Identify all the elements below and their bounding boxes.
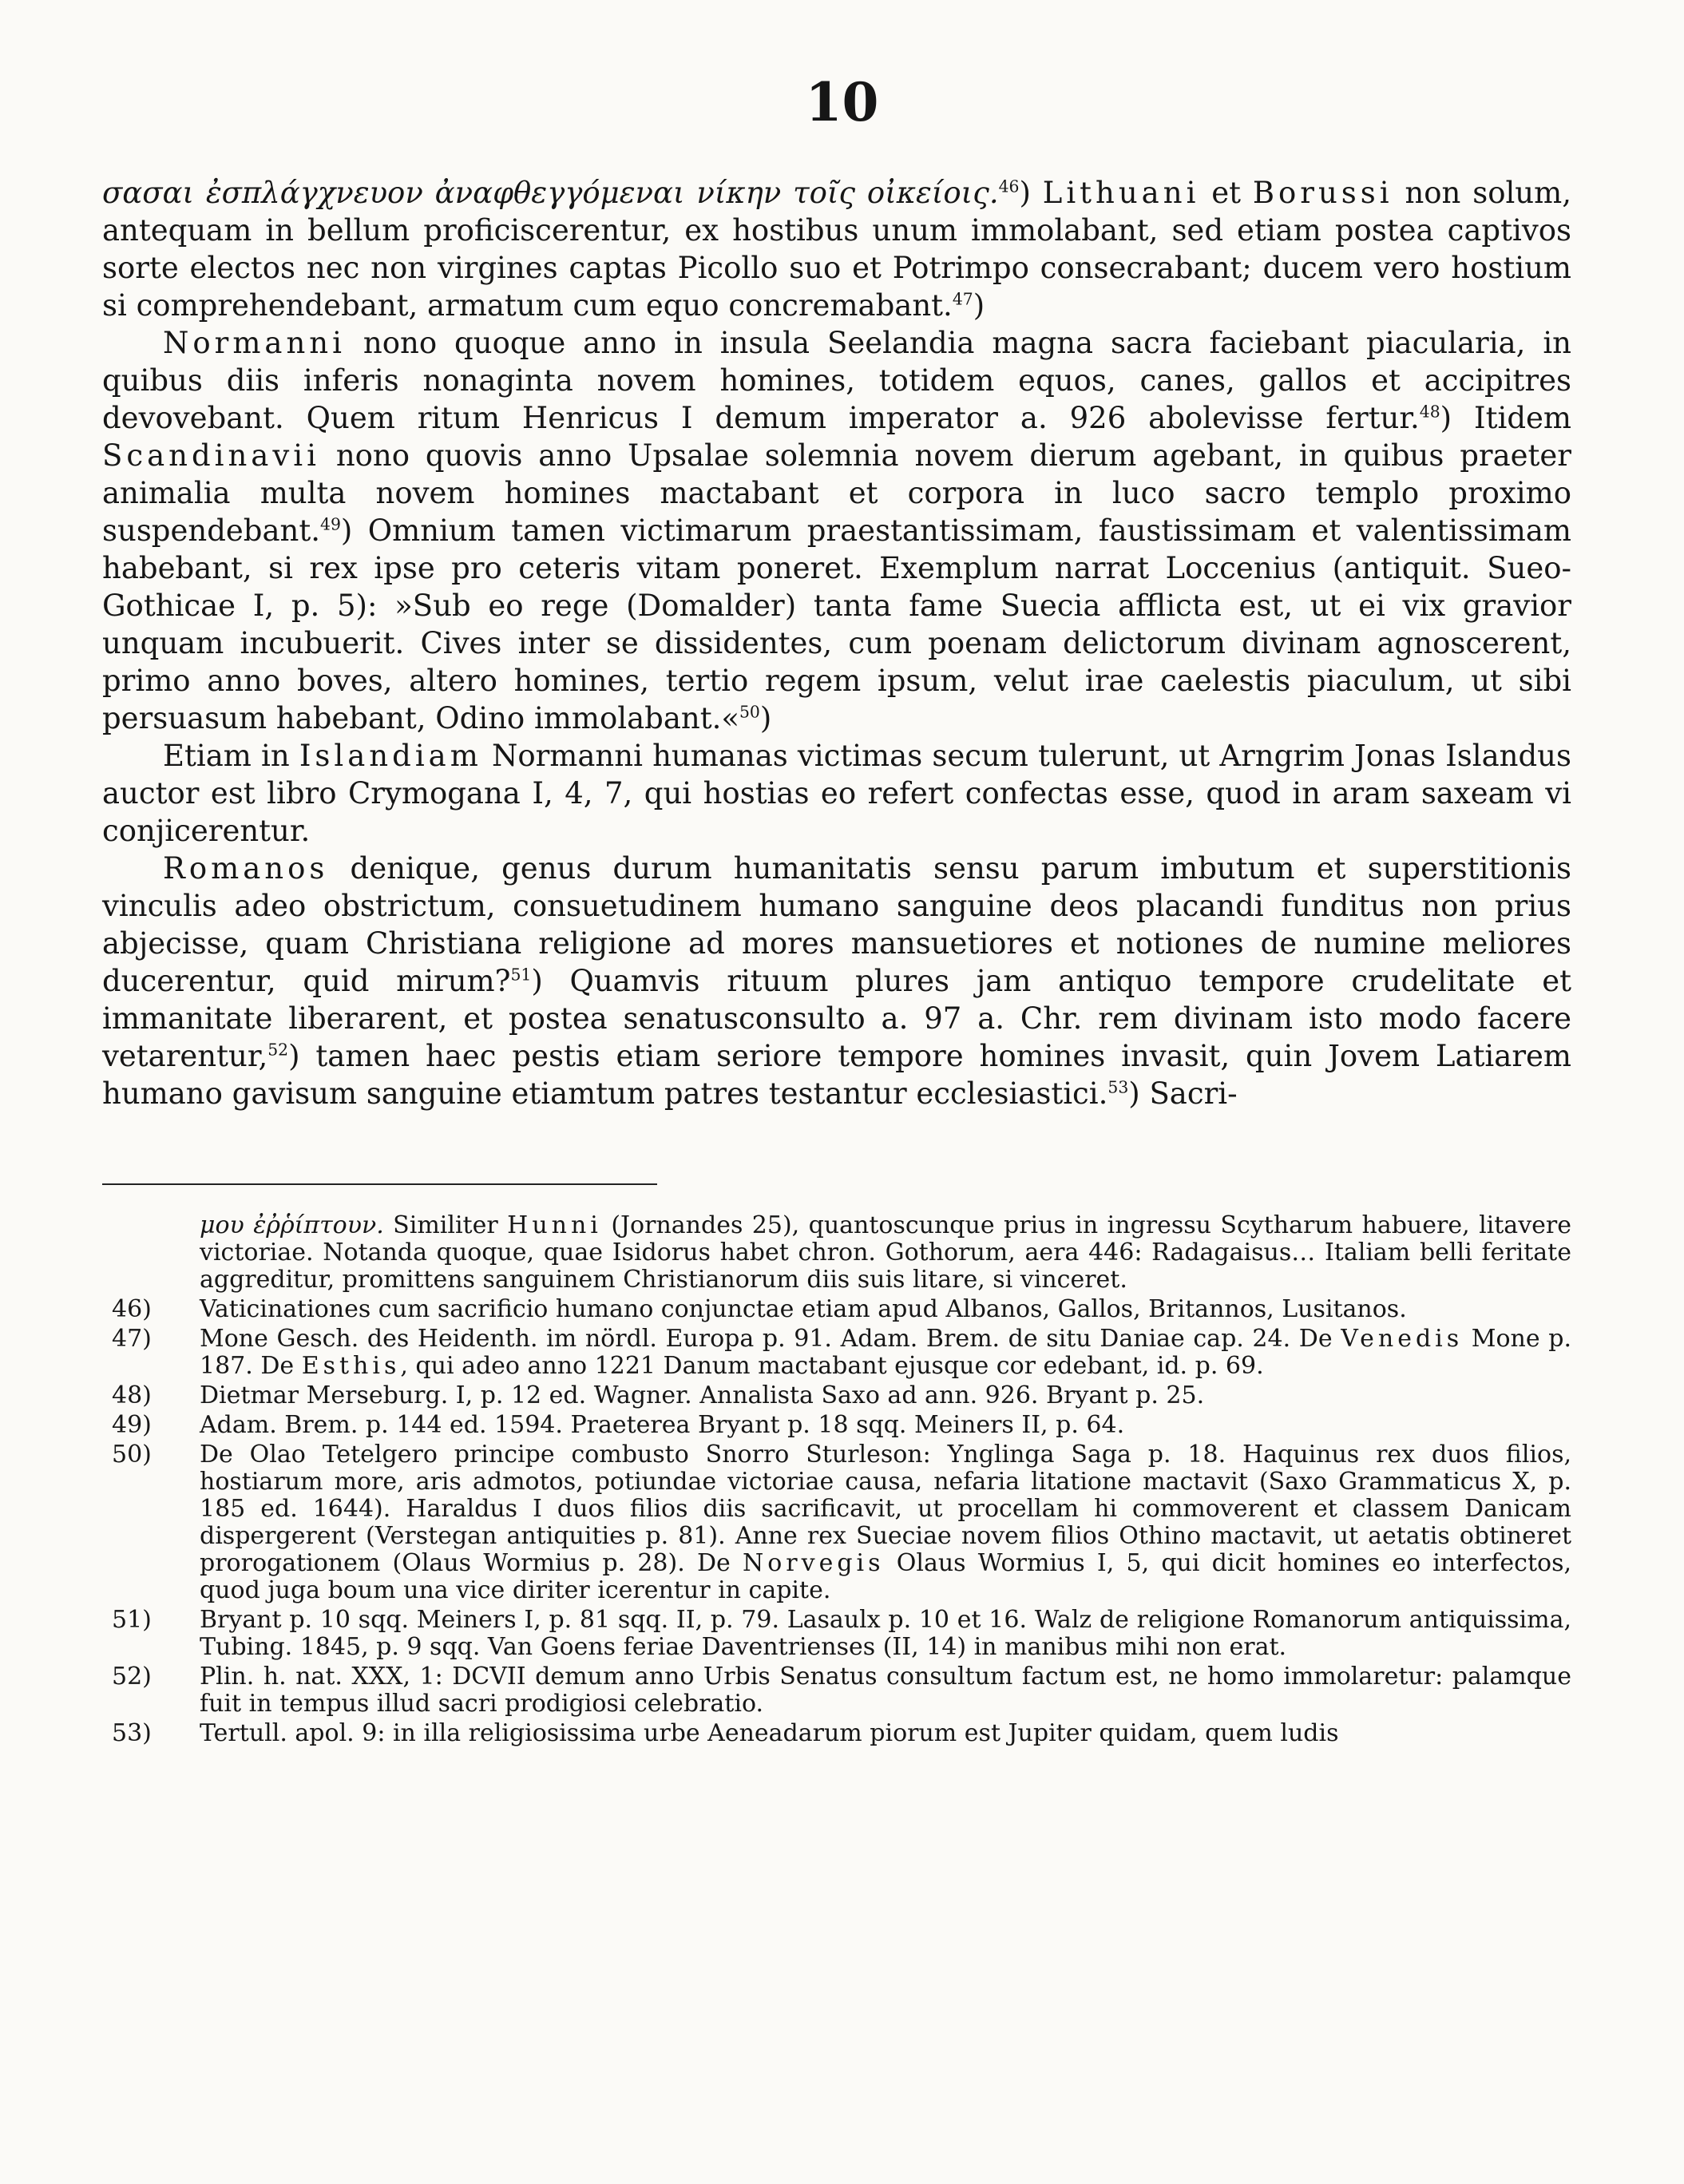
text-run: nono quoque anno in insula Seelandia magna sacra faciebant piacularia, in quibus diis inferis nonaginta novem homines, totidem equos, canes, gallos et accipitres devovebant. Quem ritum Henricus I demum imperator a. 926 abolevisse fertur. xyxy=(102,326,1571,435)
paragraph xyxy=(102,174,1571,324)
footnote-ref: 50 xyxy=(739,702,760,722)
footnote-number: 49) xyxy=(112,1411,152,1439)
footnote-text xyxy=(200,1381,1204,1409)
spaced-name: Venedis xyxy=(1341,1325,1464,1353)
text-run: Tertull. apol. 9: in illa religiosissima urbe Aeneadarum piorum est Jupiter quidam, quem ludis xyxy=(200,1719,1339,1747)
footnote-text xyxy=(200,1295,1407,1323)
text-run: Mone Gesch. des Heidenth. im nördl. Europa p. 91. Adam. Brem. de situ Daniae cap. 24. De xyxy=(200,1325,1341,1353)
text-run: ) xyxy=(973,288,985,323)
text-run: ) tamen haec pestis etiam seriore tempore homines invasit, quin Jovem Latiarem humano gavisum sanguine etiamtum patres testantur ecclesiastici. xyxy=(102,1039,1571,1111)
footnote-number: 50) xyxy=(112,1441,152,1469)
footnote-ref: 53 xyxy=(1107,1077,1129,1097)
text-run: Olaus Wormius I, 5, qui dicit homines eo interfectos, quod juga boum una vice diriter icerentur in capite. xyxy=(200,1549,1571,1604)
footnote xyxy=(102,1663,1571,1718)
text-run: ) Omnium tamen victimarum praestantissimam, faustissimam et valentissimam habebant, si rex ipse pro ceteris vitam poneret. Exemplum narrat Loccenius (antiquit. Sueo-Gothicae I, p. 5): »Sub eo rege (Domalder) tanta fame Suecia afflicta est, ut ei vix gravior unquam incubuerit. Cives inter se dissidentes, cum poenam delictorum divinam agnoscerent, primo anno boves, altero homines, tertio regem ipsum, velut irae caelestis piaculum, ut sibi persuasum habebant, Odino immolabant.« xyxy=(102,513,1571,735)
greek-text: μου ἐῤῥίπτουν. xyxy=(200,1211,384,1239)
text-run: De Olao Tetelgero principe combusto Snorro Sturleson: Ynglinga Saga p. 18. Haquinus rex duos filios, hostiarum more, aris admotos, potiundae victoriae causa, nefaria litatione mactavit (Saxo Grammaticus X, p. 185 ed. 1644). Haraldus I duos filios diis sacrificavit, ut procellam hi commoverent et classem Danicam dispergerent (Verstegan antiquities p. 81). Anne rex Sueciae novem filios Othino mactavit, ut aetatis obtineret prorogationem (Olaus Wormius p. 28). De xyxy=(200,1441,1571,1577)
footnote-text xyxy=(200,1325,1571,1380)
text-run: Plin. h. nat. XXX, 1: DCVII demum anno Urbis Senatus consultum factum est, ne homo immolaretur: palamque fuit in tempus illud sacri prodigiosi celebratio. xyxy=(200,1663,1571,1718)
text-run: Similiter xyxy=(383,1211,508,1239)
spaced-name: Borussi xyxy=(1252,176,1393,210)
greek-text: σασαι ἐσπλάγχνευον ἀναφθεγγόμεναι νίκην τοῖς οἰκείοις. xyxy=(102,176,999,210)
text-run: Bryant p. 10 sqq. Meiners I, p. 81 sqq. II, p. 79. Lasaulx p. 10 et 16. Walz de religione Romanorum antiquissima, Tubing. 1845, p. 9 sqq. Van Goens feriae Daventrienses (II, 14) in manibus mihi non erat. xyxy=(200,1606,1571,1661)
footnote xyxy=(102,1296,1571,1323)
text-run: Etiam in xyxy=(163,739,299,773)
text-run: ) Quamvis rituum plures jam antiquo tempore crudelitate et immanitate liberarent, et postea senatusconsulto a. 97 a. Chr. rem divinam isto modo facere vetarentur, xyxy=(102,964,1571,1073)
footnote-ref: 51 xyxy=(510,965,532,985)
footnote-ref: 48 xyxy=(1419,402,1440,422)
text-run: Normanni humanas victimas secum tulerunt, ut Arngrim Jonas Islandus auctor est libro Crymogana I, 4, 7, qui hostias eo refert confectas esse, quod in aram saxeam vi conjicerentur. xyxy=(102,739,1572,848)
footnote-ref: 52 xyxy=(267,1040,289,1060)
spaced-name: Hunni xyxy=(507,1211,602,1239)
footnote-number: 48) xyxy=(112,1381,152,1409)
spaced-name: Scandinavii xyxy=(102,438,320,473)
page-number: 10 xyxy=(805,71,879,133)
text-run: (Jornandes 25), quantoscunque prius in ingressu Scytharum habuere, litavere victoriae. Notanda quoque, quae Isidorus habet chron. Gothorum, aera 446: Radagaisus… Italiam belli feritate aggreditur, promittens sanguinem Christianorum diis suis litare, si vinceret. xyxy=(200,1211,1571,1294)
footnote-ref: 46 xyxy=(998,176,1020,196)
footnote-text xyxy=(200,1211,1571,1294)
footnote-text xyxy=(200,1411,1124,1439)
footnote xyxy=(102,1720,1571,1747)
spaced-name: Normanni xyxy=(163,326,346,360)
footnote-number: 53) xyxy=(112,1719,152,1747)
footnote xyxy=(102,1326,1571,1380)
footnote xyxy=(102,1382,1571,1409)
footnote-divider xyxy=(102,1183,657,1185)
footnote xyxy=(102,1412,1571,1439)
text-run: denique, genus durum humanitatis sensu parum imbutum et superstitionis vinculis adeo obstrictum, consuetudinem humano sanguine deos placandi funditus non prius abjecisse, quam Christiana religione ad mores mansuetiores et notiones de numine meliores ducerentur, quid mirum? xyxy=(102,851,1571,998)
main-text xyxy=(102,174,1571,1112)
footnote xyxy=(102,1441,1571,1604)
footnote-continuation xyxy=(102,1212,1571,1294)
footnote-number: 47) xyxy=(112,1325,152,1353)
footnote-number: 52) xyxy=(112,1663,152,1691)
text-run: et xyxy=(1199,176,1253,210)
footnotes xyxy=(102,1212,1571,1750)
text-run: ) xyxy=(759,701,772,735)
text-run: ) Itidem xyxy=(1440,401,1571,435)
text-run: Mone p. 187. De xyxy=(200,1325,1571,1380)
footnote-number: 51) xyxy=(112,1606,152,1634)
footnote-ref: 47 xyxy=(952,289,973,309)
spaced-name: Romanos xyxy=(163,851,329,886)
text-run: ) Sacri- xyxy=(1128,1076,1238,1111)
footnote-text xyxy=(200,1663,1571,1718)
spaced-name: Norvegis xyxy=(742,1549,885,1577)
footnote-ref: 49 xyxy=(320,514,341,534)
text-run: Adam. Brem. p. 144 ed. 1594. Praeterea Bryant p. 18 sqq. Meiners II, p. 64. xyxy=(200,1411,1125,1439)
footnote-text xyxy=(200,1719,1338,1747)
spaced-name: Islandiam xyxy=(299,739,482,773)
paragraph xyxy=(102,850,1571,1112)
footnote-number: 46) xyxy=(112,1295,152,1323)
paragraph xyxy=(102,324,1571,737)
spaced-name: Esthis xyxy=(301,1352,401,1380)
text-run: Dietmar Merseburg. I, p. 12 ed. Wagner. Annalista Saxo ad ann. 926. Bryant p. 25. xyxy=(200,1381,1205,1409)
spaced-name: Lithuani xyxy=(1042,176,1200,210)
footnote-text xyxy=(200,1606,1571,1661)
text-run: Vaticinationes cum sacrificio humano conjunctae etiam apud Albanos, Gallos, Britannos, Lusitanos. xyxy=(200,1295,1407,1323)
paragraph xyxy=(102,737,1571,850)
footnote-text xyxy=(200,1441,1571,1604)
footnote xyxy=(102,1607,1571,1661)
text-run: ) xyxy=(1019,176,1043,210)
text-run: nono quovis anno Upsalae solemnia novem dierum agebant, in quibus praeter animalia multa novem homines mactabant et corpora in luco sacro templo proximo suspendebant. xyxy=(102,438,1571,548)
text-run: , qui adeo anno 1221 Danum mactabant ejusque cor edebant, id. p. 69. xyxy=(400,1352,1264,1380)
text-run: non solum, antequam in bellum proficiscerentur, ex hostibus unum immolabant, sed etiam postea captivos sorte electos nec non virgines captas Picollo suo et Potrimpo consecrabant; ducem vero hostium si comprehendebant, armatum cum equo concremabant. xyxy=(102,176,1571,323)
